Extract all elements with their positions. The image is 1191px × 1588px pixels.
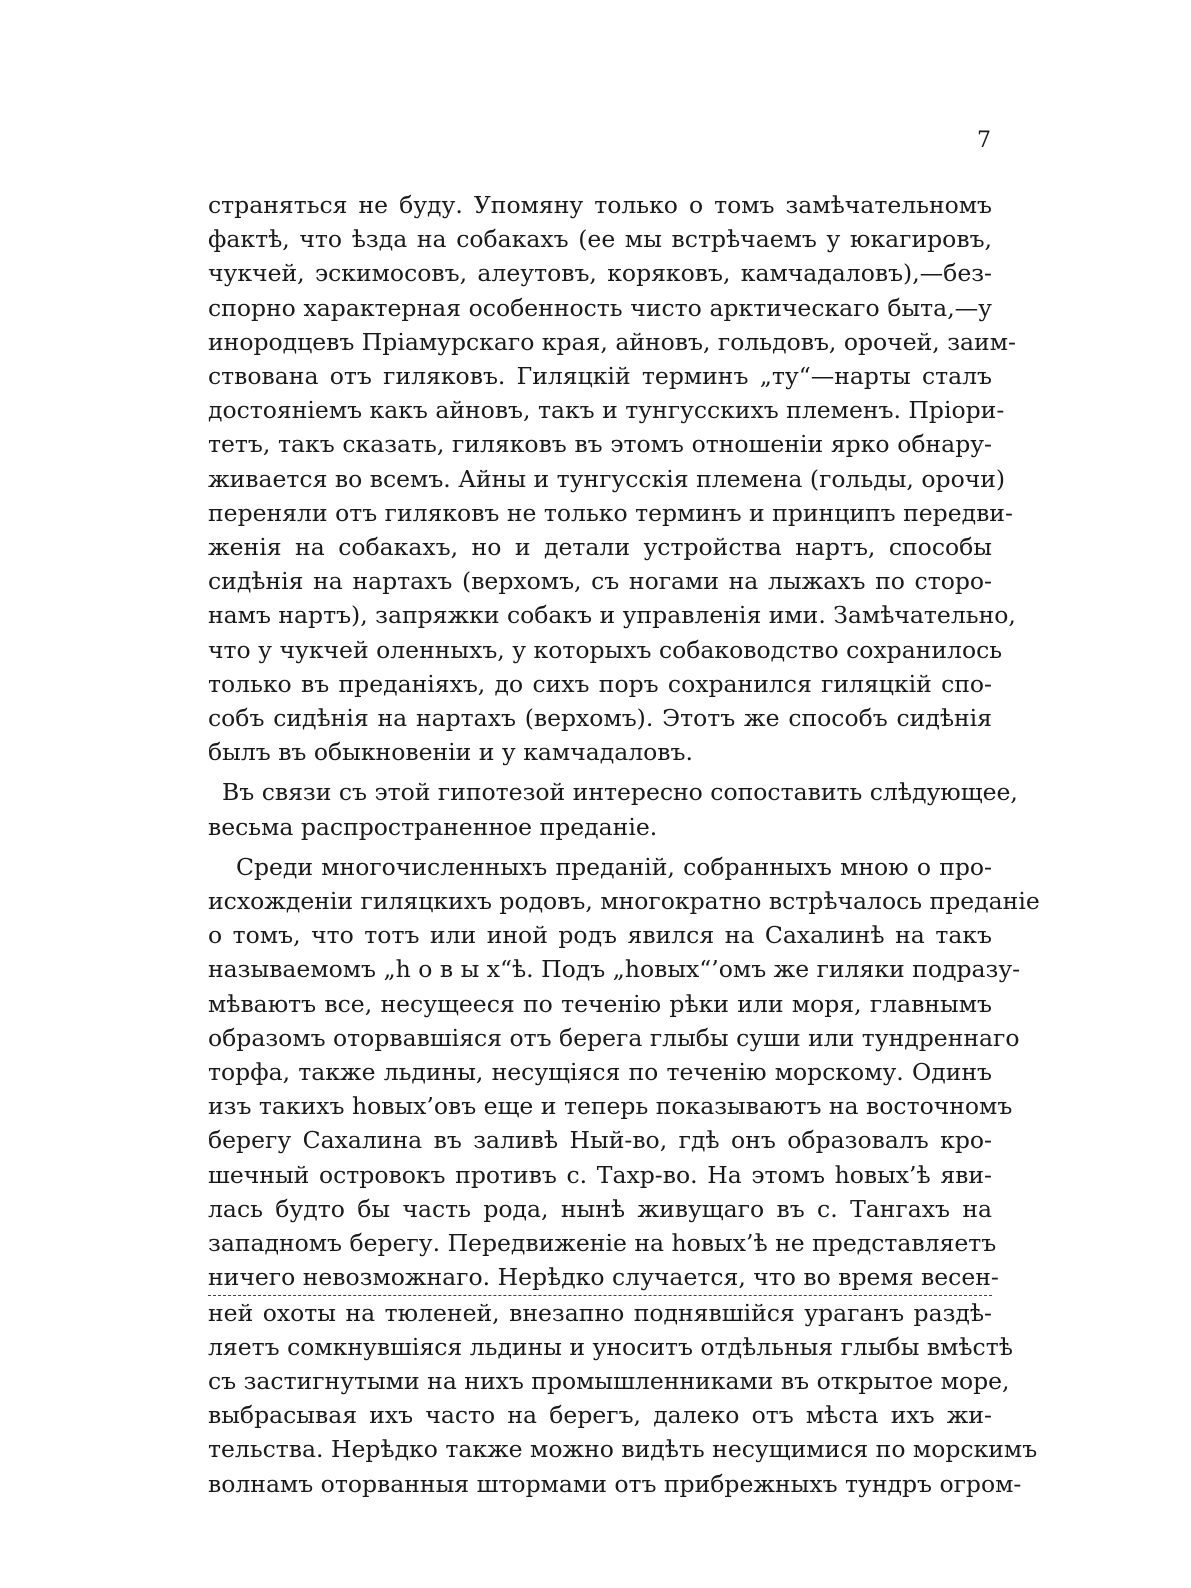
text-line: исхожденіи гиляцкихъ родовъ, многократно встрѣчалось преданіе (208, 887, 1040, 916)
text-line: ствована отъ гиляковъ. Гиляцкій терминъ „ту“—нарты сталъ (208, 362, 992, 391)
text-line: женія на собакахъ, но и детали устройства нартъ, способы (208, 533, 992, 562)
text-line: образомъ оторвавшіяся отъ берега глыбы суши или тундреннаго (208, 1023, 1020, 1052)
text-line: живается во всемъ. Айны и тунгусскія племена (гольды, орочи) (208, 464, 1006, 493)
text-line: сидѣнія на нартахъ (верхомъ, съ ногами на лыжахъ по сторо- (208, 567, 992, 596)
text-line: весьма распространенное преданіе. (208, 812, 658, 841)
paragraph-1 (208, 188, 1016, 769)
text-line: называемомъ „h о в ы х“ѣ. Подъ „hовых“’омъ же гиляки подразу- (208, 955, 1021, 984)
text-line: изъ такихъ hовых’овъ еще и теперь показываютъ на восточномъ (208, 1092, 1013, 1121)
text-line: былъ въ обыкновеніи и у камчадаловъ. (208, 738, 693, 767)
text-line: тельства. Нерѣдко также можно видѣть несущимися по морскимъ (208, 1435, 1038, 1464)
body-text (208, 188, 1040, 1501)
text-line: волнамъ оторванныя штормами отъ прибрежныхъ тундръ огром- (208, 1469, 1022, 1498)
text-line: мѣваютъ все, несущееся по теченію рѣки или моря, главнымъ (208, 989, 992, 1018)
text-line: чукчей, эскимосовъ, алеутовъ, коряковъ, камчадаловъ),—без- (208, 259, 992, 288)
text-line: Въ связи съ этой гипотезой интересно сопоставить слѣдующее, (222, 778, 1018, 807)
text-line: выбрасывая ихъ часто на берегъ, далеко отъ мѣста ихъ жи- (208, 1401, 992, 1430)
text-line: берегу Сахалина въ заливѣ Ный-во, гдѣ онъ образовалъ кро- (208, 1126, 992, 1155)
text-line: Среди многочисленныхъ преданій, собранныхъ мною о про- (236, 852, 992, 881)
paragraph-3 (208, 850, 1040, 1501)
text-line: собъ сидѣнія на нартахъ (верхомъ). Этотъ же способъ сидѣнія (208, 704, 992, 733)
text-line: переняли отъ гиляковъ не только терминъ и принципъ передви- (208, 498, 1013, 527)
text-line: о томъ, что тотъ или иной родъ явился на Сахалинѣ на такъ (208, 921, 992, 950)
text-line: западномъ берегу. Передвиженіе на hовых’ѣ не представляетъ (208, 1229, 997, 1258)
text-line: страняться не буду. Упомяну только о томъ замѣчательномъ (208, 191, 992, 219)
page-number: 7 (977, 128, 991, 153)
text-line: лась будто бы часть рода, нынѣ живущаго въ с. Тангахъ на (208, 1194, 992, 1223)
text-line: достояніемъ какъ айновъ, такъ и тунгусскихъ племенъ. Пріори- (208, 396, 1005, 425)
text-line: ней охоты на тюленей, внезапно поднявшійся ураганъ раздѣ- (208, 1298, 992, 1327)
text-line: намъ нартъ), запряжки собакъ и управленія ими. Замѣчательно, (208, 601, 1016, 630)
text-line: торфа, также льдины, несущіяся по теченію морскому. Одинъ (208, 1058, 992, 1087)
paragraph-2 (208, 775, 1018, 843)
text-line: только въ преданіяхъ, до сихъ поръ сохранился гиляцкій спо- (208, 669, 992, 698)
text-line: тетъ, такъ сказать, гиляковъ въ этомъ отношеніи ярко обнару- (208, 430, 992, 459)
text-line: ляетъ сомкнувшіяся льдины и уноситъ отдѣльныя глыбы вмѣстѣ (208, 1332, 1013, 1361)
text-line: съ застигнутыми на нихъ промышленниками въ открытое море, (208, 1366, 1010, 1395)
text-line: инородцевъ Пріамурскаго края, айновъ, гольдовъ, орочей, заим- (208, 327, 1016, 356)
text-line: фактѣ, что ѣзда на собакахъ (ее мы встрѣчаемъ у юкагировъ, (208, 225, 992, 254)
text-line: что у чукчей оленныхъ, у которыхъ собаководство сохранилось (208, 635, 1003, 664)
text-line: шечный островокъ противъ с. Тахр-во. На этомъ hовых’ѣ яви- (208, 1160, 992, 1189)
text-line-underlined: ничего невозможнаго. Нерѣдко случается, что во время весен- (208, 1260, 992, 1295)
text-line: спорно характерная особенность чисто арктическаго быта,—у (208, 293, 992, 322)
